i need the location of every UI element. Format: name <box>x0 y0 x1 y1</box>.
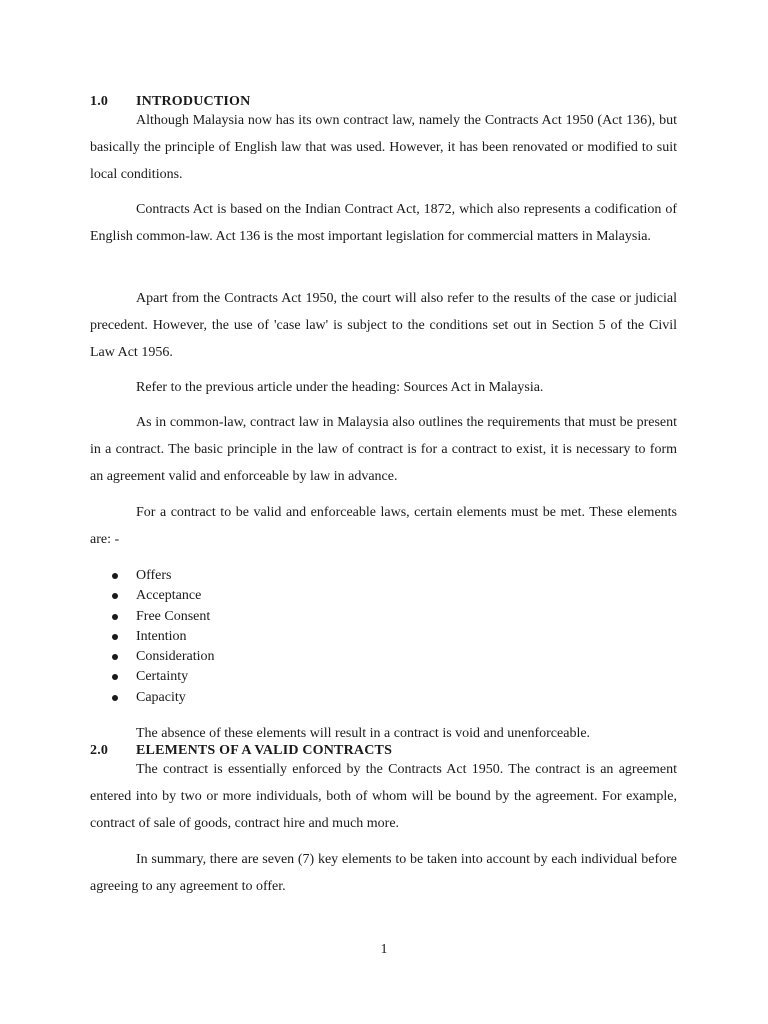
list-item: Certainty <box>110 667 215 687</box>
closing-sentence: The absence of these elements will result in a contract is void and unenforceable. <box>136 726 591 741</box>
paragraph: For a contract to be valid and enforceable laws, certain elements must be met. These elements are: - <box>90 505 677 547</box>
list-item: Free Consent <box>110 607 215 627</box>
section-number: 2.0 <box>90 743 109 758</box>
bullet-icon <box>112 674 118 680</box>
section-title: INTRODUCTION <box>136 94 251 109</box>
paragraph: As in common-law, contract law in Malaysia also outlines the requirements that must be present in a contract. The basic principle in the law of contract is for a contract to exist, it is necessary to form an agreement valid and enforceable by law in advance. <box>90 415 677 484</box>
paragraph: In summary, there are seven (7) key elements to be taken into account by each individual before agreeing to any agreement to offer. <box>90 852 677 894</box>
bullet-icon <box>112 573 118 579</box>
paragraph: Although Malaysia now has its own contract law, namely the Contracts Act 1950 (Act 136), but basically the principle of English law that was used. However, it has been renovated or modified to suit local conditions. <box>90 113 677 182</box>
bullet-icon <box>112 614 118 620</box>
list-item: Offers <box>110 566 215 586</box>
bullet-icon <box>112 654 118 660</box>
list-item: Acceptance <box>110 586 215 606</box>
bullet-icon <box>112 593 118 599</box>
list-item: Consideration <box>110 647 215 667</box>
elements-list <box>110 566 215 708</box>
list-item: Intention <box>110 627 215 647</box>
paragraph: Contracts Act is based on the Indian Contract Act, 1872, which also represents a codification of English common-law. Act 136 is the most important legislation for commercial matters in Malaysia. <box>90 202 677 244</box>
paragraph: The contract is essentially enforced by the Contracts Act 1950. The contract is an agreement entered into by two or more individuals, both of whom will be bound by the agreement. For example, contract of sale of goods, contract hire and much more. <box>90 762 677 831</box>
bullet-icon <box>112 634 118 640</box>
list-item: Capacity <box>110 688 215 708</box>
bullet-icon <box>112 695 118 701</box>
section-title: ELEMENTS OF A VALID CONTRACTS <box>136 743 393 758</box>
paragraph: Apart from the Contracts Act 1950, the court will also refer to the results of the case or judicial precedent. However, the use of 'case law' is subject to the conditions set out in Section 5 of the Civil Law Act 1956. <box>90 291 677 360</box>
page-number: 1 <box>380 942 388 957</box>
paragraph: Refer to the previous article under the heading: Sources Act in Malaysia. <box>136 380 544 395</box>
section-number: 1.0 <box>90 94 109 109</box>
